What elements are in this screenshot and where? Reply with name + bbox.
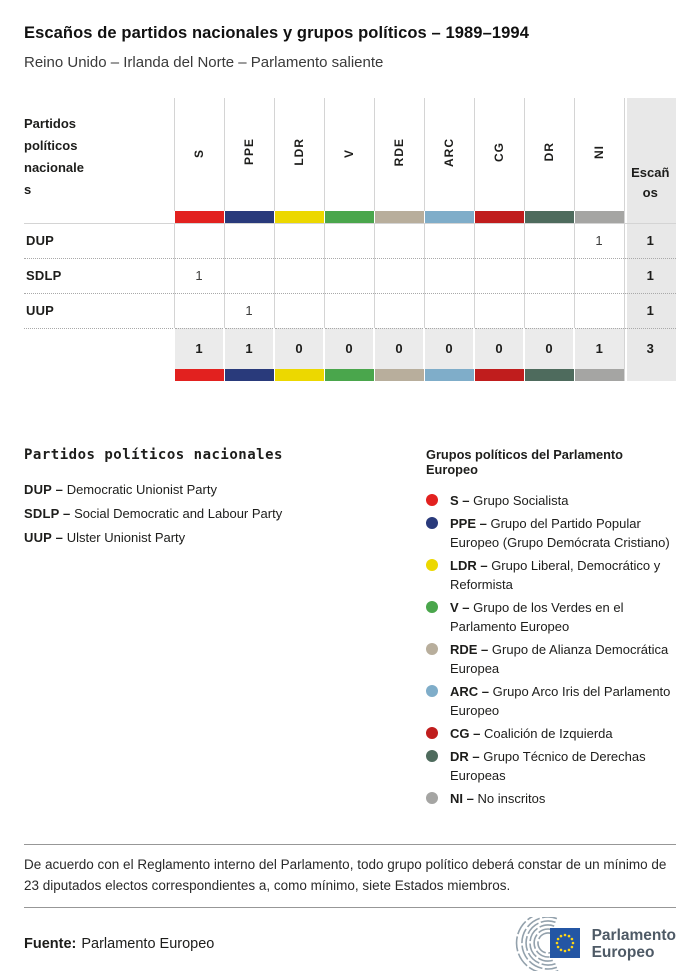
- group-abbr: V –: [450, 600, 470, 615]
- group-name: [450, 491, 569, 510]
- seat-cell: [274, 258, 324, 293]
- group-name: [450, 682, 676, 720]
- national-parties-legend: [24, 447, 426, 812]
- seat-cell: [174, 293, 224, 328]
- bar-spacer: [24, 369, 174, 381]
- color-bar-ldr: [274, 211, 324, 223]
- source-value: Parlamento Europeo: [81, 936, 215, 952]
- color-bar-ppe: [224, 211, 274, 223]
- color-bar-ni: [574, 369, 624, 381]
- column-header-label: PPE: [242, 138, 256, 166]
- seat-cell: 1: [174, 258, 224, 293]
- table-row-dup: [24, 223, 676, 258]
- column-header-ldr: [274, 98, 324, 211]
- color-bar-ppe: [224, 369, 274, 381]
- group-full-name: Grupo Socialista: [473, 493, 569, 508]
- seats-column-spacer: [624, 211, 676, 223]
- footnote: De acuerdo con el Reglamento interno del Parlamento, todo grupo político deberá constar de un mínimo de 23 diputados electos correspondientes a, como mínimo, siete Estados miembros.: [24, 857, 667, 893]
- group-abbr: CG –: [450, 726, 481, 741]
- group-color-dot-icon: [426, 559, 438, 571]
- group-abbr: NI –: [450, 791, 474, 806]
- group-name: [450, 514, 676, 552]
- seats-total-cell: 1: [624, 258, 676, 293]
- totals-row: [24, 328, 676, 369]
- european-parliament-logo: [510, 917, 676, 971]
- column-header-cg: [474, 98, 524, 211]
- eu-flag-icon: [550, 928, 580, 958]
- group-full-name: Grupo Técnico de Derechas Europeas: [450, 749, 646, 783]
- corner-label: Partidos políticos nacionales: [24, 116, 84, 197]
- source-row: [24, 916, 676, 972]
- party-full-name: Social Democratic and Labour Party: [74, 506, 283, 521]
- column-header-ppe: [224, 98, 274, 211]
- seats-total-cell: 1: [624, 293, 676, 328]
- logo-line1: Parlamento: [591, 927, 676, 944]
- color-bar-arc: [424, 369, 474, 381]
- legend-item: [24, 526, 406, 550]
- total-cell: 0: [424, 328, 474, 369]
- color-bar-row-top: [24, 211, 676, 223]
- group-full-name: Coalición de Izquierda: [483, 726, 613, 741]
- group-name: [450, 556, 676, 594]
- group-abbr: ARC –: [450, 684, 490, 699]
- source-label: Fuente:: [24, 936, 77, 952]
- color-bar-cg: [474, 369, 524, 381]
- color-bar-dr: [524, 211, 574, 223]
- group-full-name: Grupo Liberal, Democrático y Reformista: [450, 558, 661, 592]
- seat-cell: [524, 258, 574, 293]
- group-abbr: S –: [450, 493, 470, 508]
- seat-cell: [274, 293, 324, 328]
- group-full-name: Grupo de Alianza Democrática Europea: [450, 642, 669, 676]
- grand-total-cell: 3: [624, 328, 676, 369]
- party-abbr: SDLP –: [24, 506, 71, 521]
- page-subtitle: Reino Unido – Irlanda del Norte – Parlamento saliente: [24, 54, 384, 71]
- column-header-label: S: [192, 149, 206, 159]
- seat-cell: [424, 293, 474, 328]
- party-full-name: Democratic Unionist Party: [66, 482, 217, 497]
- group-color-dot-icon: [426, 517, 438, 529]
- seats-column-spacer: [624, 369, 676, 381]
- political-groups-legend: [426, 447, 676, 812]
- page-title: Escaños de partidos nacionales y grupos políticos – 1989–1994: [24, 24, 529, 42]
- seat-cell: [174, 223, 224, 258]
- table-row-sdlp: [24, 258, 676, 293]
- national-parties-heading: Partidos políticos nacionales: [24, 447, 283, 463]
- group-abbr: PPE –: [450, 516, 487, 531]
- color-bar-ldr: [274, 369, 324, 381]
- color-bar-row-bottom: [24, 369, 676, 381]
- legend-item: [426, 747, 676, 785]
- seat-cell: 1: [574, 223, 624, 258]
- legend-section: [24, 447, 676, 812]
- legend-item: [24, 478, 406, 502]
- group-abbr: RDE –: [450, 642, 489, 657]
- seats-total-cell: 1: [624, 223, 676, 258]
- color-bar-v: [324, 211, 374, 223]
- seat-cell: [424, 258, 474, 293]
- party-full-name: Ulster Unionist Party: [66, 530, 186, 545]
- group-full-name: Grupo de los Verdes en el Parlamento Europeo: [450, 600, 624, 634]
- column-header-s: [174, 98, 224, 211]
- seats-table: [24, 98, 676, 381]
- color-bar-ni: [574, 211, 624, 223]
- group-abbr: LDR –: [450, 558, 488, 573]
- column-header-label: DR: [542, 142, 556, 162]
- column-header-label: CG: [492, 142, 506, 162]
- source: [24, 936, 214, 952]
- group-full-name: Grupo Arco Iris del Parlamento Europeo: [450, 684, 671, 718]
- hemicycle-icon: [510, 917, 582, 971]
- party-abbr: UUP –: [24, 530, 64, 545]
- total-cell: 0: [274, 328, 324, 369]
- seat-cell: [324, 293, 374, 328]
- total-cell: 0: [474, 328, 524, 369]
- total-cell: 0: [324, 328, 374, 369]
- color-bar-s: [174, 369, 224, 381]
- seat-cell: [474, 223, 524, 258]
- group-name: [450, 640, 676, 678]
- seat-cell: [524, 223, 574, 258]
- logo-line2: Europeo: [591, 944, 655, 961]
- seat-cell: 1: [224, 293, 274, 328]
- column-header-label: NI: [592, 145, 606, 159]
- seats-label: Escaños: [631, 165, 670, 200]
- legend-item: [426, 491, 676, 510]
- group-abbr: DR –: [450, 749, 480, 764]
- legend-item: [426, 556, 676, 594]
- seat-cell: [474, 293, 524, 328]
- party-name: DUP: [24, 223, 174, 258]
- table-header-row: [24, 98, 676, 211]
- column-header-label: V: [342, 149, 356, 159]
- color-bar-rde: [374, 211, 424, 223]
- totals-spacer: [24, 328, 174, 369]
- seat-cell: [224, 223, 274, 258]
- seat-cell: [374, 293, 424, 328]
- seat-cell: [574, 293, 624, 328]
- group-color-dot-icon: [426, 494, 438, 506]
- total-cell: 0: [524, 328, 574, 369]
- column-header-label: ARC: [442, 137, 456, 167]
- color-bar-arc: [424, 211, 474, 223]
- group-color-dot-icon: [426, 643, 438, 655]
- seat-cell: [324, 258, 374, 293]
- group-color-dot-icon: [426, 601, 438, 613]
- total-cell: 1: [574, 328, 624, 369]
- seat-cell: [524, 293, 574, 328]
- legend-item: [426, 598, 676, 636]
- party-abbr: DUP –: [24, 482, 64, 497]
- group-name: [450, 789, 545, 808]
- color-bar-dr: [524, 369, 574, 381]
- total-cell: 1: [174, 328, 224, 369]
- color-bar-rde: [374, 369, 424, 381]
- table-row-uup: [24, 293, 676, 328]
- seat-cell: [374, 223, 424, 258]
- column-header-arc: [424, 98, 474, 211]
- legend-item: [24, 502, 406, 526]
- group-color-dot-icon: [426, 750, 438, 762]
- column-header-label: LDR: [292, 138, 306, 166]
- group-name: [450, 747, 676, 785]
- divider: [24, 907, 676, 908]
- column-header-v: [324, 98, 374, 211]
- group-full-name: No inscritos: [477, 791, 546, 806]
- seat-cell: [324, 223, 374, 258]
- bar-spacer: [24, 211, 174, 223]
- color-bar-cg: [474, 211, 524, 223]
- legend-item: [426, 724, 676, 743]
- seat-cell: [224, 258, 274, 293]
- legend-item: [426, 789, 676, 808]
- corner-cell: [24, 98, 174, 211]
- column-header-dr: [524, 98, 574, 211]
- seat-cell: [274, 223, 324, 258]
- seat-cell: [574, 258, 624, 293]
- color-bar-v: [324, 369, 374, 381]
- color-bar-s: [174, 211, 224, 223]
- logo-text: [592, 927, 676, 961]
- group-name: [450, 598, 676, 636]
- group-name: [450, 724, 613, 743]
- seats-column-header: [624, 98, 676, 211]
- seat-cell: [424, 223, 474, 258]
- total-cell: 0: [374, 328, 424, 369]
- column-header-label: RDE: [392, 137, 406, 167]
- party-name: SDLP: [24, 258, 174, 293]
- seat-cell: [474, 258, 524, 293]
- legend-item: [426, 514, 676, 552]
- political-groups-heading: Grupos políticos del Parlamento Europeo: [426, 447, 623, 477]
- column-header-rde: [374, 98, 424, 211]
- group-color-dot-icon: [426, 727, 438, 739]
- legend-item: [426, 682, 676, 720]
- total-cell: 1: [224, 328, 274, 369]
- group-full-name: Grupo del Partido Popular Europeo (Grupo Demócrata Cristiano): [450, 516, 670, 550]
- seat-cell: [374, 258, 424, 293]
- group-color-dot-icon: [426, 685, 438, 697]
- column-header-ni: [574, 98, 624, 211]
- party-name: UUP: [24, 293, 174, 328]
- legend-item: [426, 640, 676, 678]
- group-color-dot-icon: [426, 792, 438, 804]
